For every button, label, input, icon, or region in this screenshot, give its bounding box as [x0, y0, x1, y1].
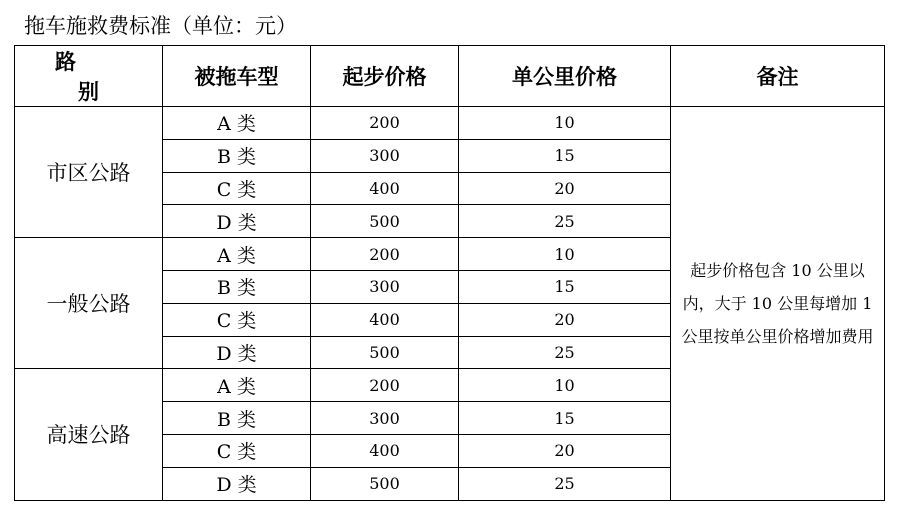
- vehicle-type-cell: A 类: [163, 369, 311, 402]
- road-cell-highway: 高速公路: [15, 369, 163, 500]
- header-vehicle-type: 被拖车型: [163, 46, 311, 107]
- vehicle-type-cell: C 类: [163, 172, 311, 205]
- vehicle-type-cell: D 类: [163, 205, 311, 238]
- start-price-cell: 200: [311, 369, 459, 402]
- per-km-price-cell: 25: [459, 467, 671, 500]
- header-note: 备注: [671, 46, 885, 107]
- per-km-price-cell: 20: [459, 303, 671, 336]
- header-per-km-price: 单公里价格: [459, 46, 671, 107]
- table-caption: 拖车施救费标准（单位：元）: [24, 14, 297, 38]
- vehicle-type-cell: B 类: [163, 270, 311, 303]
- per-km-price-cell: 20: [459, 434, 671, 467]
- per-km-price-cell: 15: [459, 270, 671, 303]
- per-km-price-cell: 25: [459, 336, 671, 369]
- road-cell-urban: 市区公路: [15, 107, 163, 238]
- start-price-cell: 200: [311, 107, 459, 140]
- start-price-cell: 300: [311, 402, 459, 435]
- header-road: 路 别: [15, 46, 163, 107]
- start-price-cell: 500: [311, 336, 459, 369]
- start-price-cell: 300: [311, 139, 459, 172]
- vehicle-type-cell: B 类: [163, 139, 311, 172]
- per-km-price-cell: 20: [459, 172, 671, 205]
- per-km-price-cell: 10: [459, 369, 671, 402]
- header-row: [15, 46, 885, 107]
- start-price-cell: 400: [311, 434, 459, 467]
- per-km-price-cell: 10: [459, 107, 671, 140]
- vehicle-type-cell: A 类: [163, 107, 311, 140]
- start-price-cell: 500: [311, 205, 459, 238]
- vehicle-type-cell: C 类: [163, 434, 311, 467]
- road-cell-general: 一般公路: [15, 238, 163, 369]
- per-km-price-cell: 15: [459, 139, 671, 172]
- start-price-cell: 400: [311, 303, 459, 336]
- header-start-price: 起步价格: [311, 46, 459, 107]
- start-price-cell: 500: [311, 467, 459, 500]
- vehicle-type-cell: A 类: [163, 238, 311, 271]
- note-cell: 起步价格包含 10 公里以内，大于 10 公里每增加 1 公里按单公里价格增加费用: [671, 107, 885, 501]
- towing-fee-table: [14, 45, 885, 501]
- table-row: [15, 107, 885, 140]
- start-price-cell: 300: [311, 270, 459, 303]
- vehicle-type-cell: D 类: [163, 467, 311, 500]
- vehicle-type-cell: D 类: [163, 336, 311, 369]
- per-km-price-cell: 15: [459, 402, 671, 435]
- per-km-price-cell: 10: [459, 238, 671, 271]
- vehicle-type-cell: B 类: [163, 402, 311, 435]
- start-price-cell: 400: [311, 172, 459, 205]
- per-km-price-cell: 25: [459, 205, 671, 238]
- start-price-cell: 200: [311, 238, 459, 271]
- vehicle-type-cell: C 类: [163, 303, 311, 336]
